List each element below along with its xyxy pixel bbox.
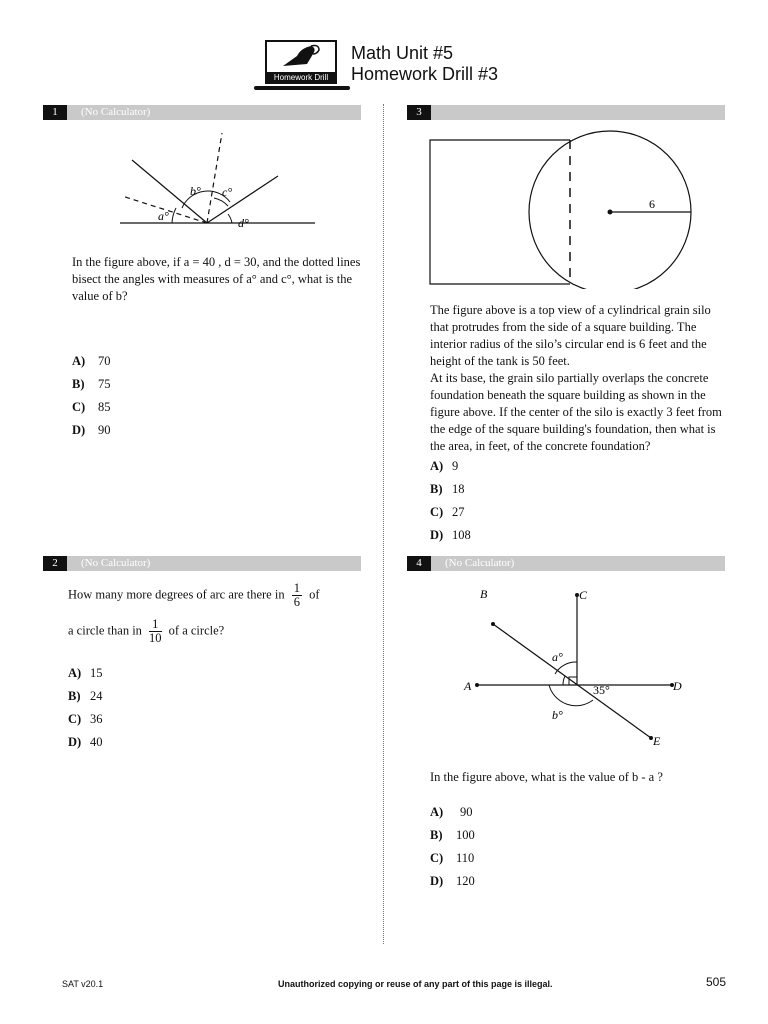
choice-value: 18 <box>452 482 465 496</box>
choice-letter: C) <box>68 712 82 726</box>
choice-value: 90 <box>98 423 111 437</box>
choice-letter: A) <box>68 666 82 680</box>
title-line-1: Math Unit #5 <box>351 43 454 63</box>
choice[interactable] <box>430 827 475 850</box>
logo-base <box>254 86 350 90</box>
choice-value: 70 <box>98 354 111 368</box>
figure-label-D: D <box>673 679 682 693</box>
choice-value: 36 <box>90 712 103 726</box>
figure-label-E: E <box>653 734 661 748</box>
question-4-number: 4 <box>407 556 431 571</box>
question-1-figure <box>110 128 320 238</box>
figure-label-a: a° <box>158 209 169 223</box>
footer-version: SAT v20.1 <box>62 979 104 989</box>
choice-value: 110 <box>456 851 475 865</box>
footer-notice: Unauthorized copying or reuse of any part of this page is illegal. <box>278 979 553 989</box>
column-divider <box>383 104 384 944</box>
choice[interactable] <box>430 850 475 873</box>
choice-value: 27 <box>452 505 465 519</box>
question-2-line-2 <box>68 618 368 645</box>
choice-letter: D) <box>430 528 444 542</box>
choice-value: 24 <box>90 689 103 703</box>
question-1-number: 1 <box>43 105 67 120</box>
choice[interactable] <box>430 458 471 481</box>
choice[interactable] <box>72 353 111 376</box>
choice-value: 15 <box>90 666 103 680</box>
sneaker-icon <box>267 42 335 72</box>
question-2-text-1: How many more degrees of arc are there in <box>68 587 285 602</box>
question-2-number: 2 <box>43 556 67 571</box>
choice[interactable] <box>430 504 471 527</box>
figure-label-angle: 35° <box>593 683 610 697</box>
choice-letter: D) <box>72 423 86 437</box>
figure-label-a: a° <box>552 650 563 664</box>
question-4-text: In the figure above, what is the value of b - a ? <box>430 770 663 784</box>
fraction-1 <box>292 582 302 609</box>
question-3-bar <box>407 105 725 120</box>
title-line-2: Homework Drill #3 <box>351 64 499 84</box>
choice-letter: B) <box>68 689 81 703</box>
choice-letter: C) <box>430 505 444 519</box>
fraction-2 <box>149 618 162 645</box>
figure-label-b: b° <box>552 708 563 722</box>
choice-value: 9 <box>452 459 459 473</box>
fraction-1-den: 6 <box>293 595 300 609</box>
question-2-text-2: of <box>309 587 320 602</box>
figure-label-C: C <box>579 588 588 602</box>
choice[interactable] <box>72 399 111 422</box>
question-4-bar <box>407 556 725 571</box>
choice-letter: D) <box>68 735 82 749</box>
question-3-choices <box>430 458 471 550</box>
choice-letter: A) <box>430 459 444 473</box>
fraction-2-num: 1 <box>149 618 162 632</box>
question-1-tag: (No Calculator) <box>81 106 151 118</box>
choice-letter: A) <box>72 354 86 368</box>
choice[interactable] <box>430 527 471 550</box>
question-2-text-3: a circle than in <box>68 623 142 638</box>
fraction-2-den: 10 <box>149 631 162 645</box>
choice-letter: B) <box>430 482 443 496</box>
question-1-choices <box>72 353 111 445</box>
choice-value: 100 <box>456 828 475 842</box>
choice[interactable] <box>430 873 475 896</box>
choice[interactable] <box>430 481 471 504</box>
question-2-bar <box>43 556 361 571</box>
choice-letter: C) <box>430 851 444 865</box>
choice-letter: D) <box>430 874 444 888</box>
choice[interactable] <box>72 422 111 445</box>
choice[interactable] <box>68 711 103 734</box>
choice-value: 120 <box>456 874 475 888</box>
choice-value: 85 <box>98 400 111 414</box>
figure-label-d: d° <box>238 216 249 230</box>
choice[interactable] <box>68 734 103 757</box>
question-4-figure <box>455 582 695 757</box>
choice-value: 40 <box>90 735 103 749</box>
figure-label-b: b° <box>190 184 201 198</box>
question-2-tag: (No Calculator) <box>81 557 151 569</box>
fraction-1-num: 1 <box>293 581 300 595</box>
choice-letter: B) <box>72 377 85 391</box>
figure-label-B: B <box>480 587 488 601</box>
question-4-choices <box>430 804 475 896</box>
question-4-tag: (No Calculator) <box>445 557 515 569</box>
choice-value: 108 <box>452 528 471 542</box>
choice-letter: C) <box>72 400 86 414</box>
choice-value: 90 <box>460 805 473 819</box>
choice[interactable] <box>68 665 103 688</box>
figure-label-radius: 6 <box>649 197 655 211</box>
choice[interactable] <box>68 688 103 711</box>
question-2-text-4: of a circle? <box>168 623 225 638</box>
question-2-choices <box>68 665 103 757</box>
choice-letter: B) <box>430 828 443 842</box>
figure-label-c: c° <box>222 185 233 199</box>
question-3-text-2: At its base, the grain silo partially overlaps the concrete foundation beneath the square building as shown in the figure above. If the center of the silo is exactly 3 feet from the edge of the square building's foundation, then what is the area, in feet, of the concrete foundation? <box>430 371 722 453</box>
choice-value: 75 <box>98 377 111 391</box>
choice[interactable] <box>430 804 475 827</box>
figure-label-A: A <box>464 679 472 693</box>
question-3-figure <box>425 124 700 289</box>
question-2-line-1 <box>68 582 368 609</box>
question-3-text-1: The figure above is a top view of a cylindrical grain silo that protrudes from the side of a square building. The interior radius of the silo’s circular end is 6 feet and the height of the tank is 50 feet. <box>430 303 711 368</box>
question-1-text: In the figure above, if a = 40 , d = 30, and the dotted lines bisect the angles with measures of a° and c°, what is the value of b? <box>72 255 361 303</box>
choice-letter: A) <box>430 805 444 819</box>
page-number: 505 <box>706 975 727 989</box>
question-3-number: 3 <box>407 105 431 120</box>
choice[interactable] <box>72 376 111 399</box>
logo-text: Homework Drill <box>267 72 335 83</box>
question-1-bar <box>43 105 361 120</box>
